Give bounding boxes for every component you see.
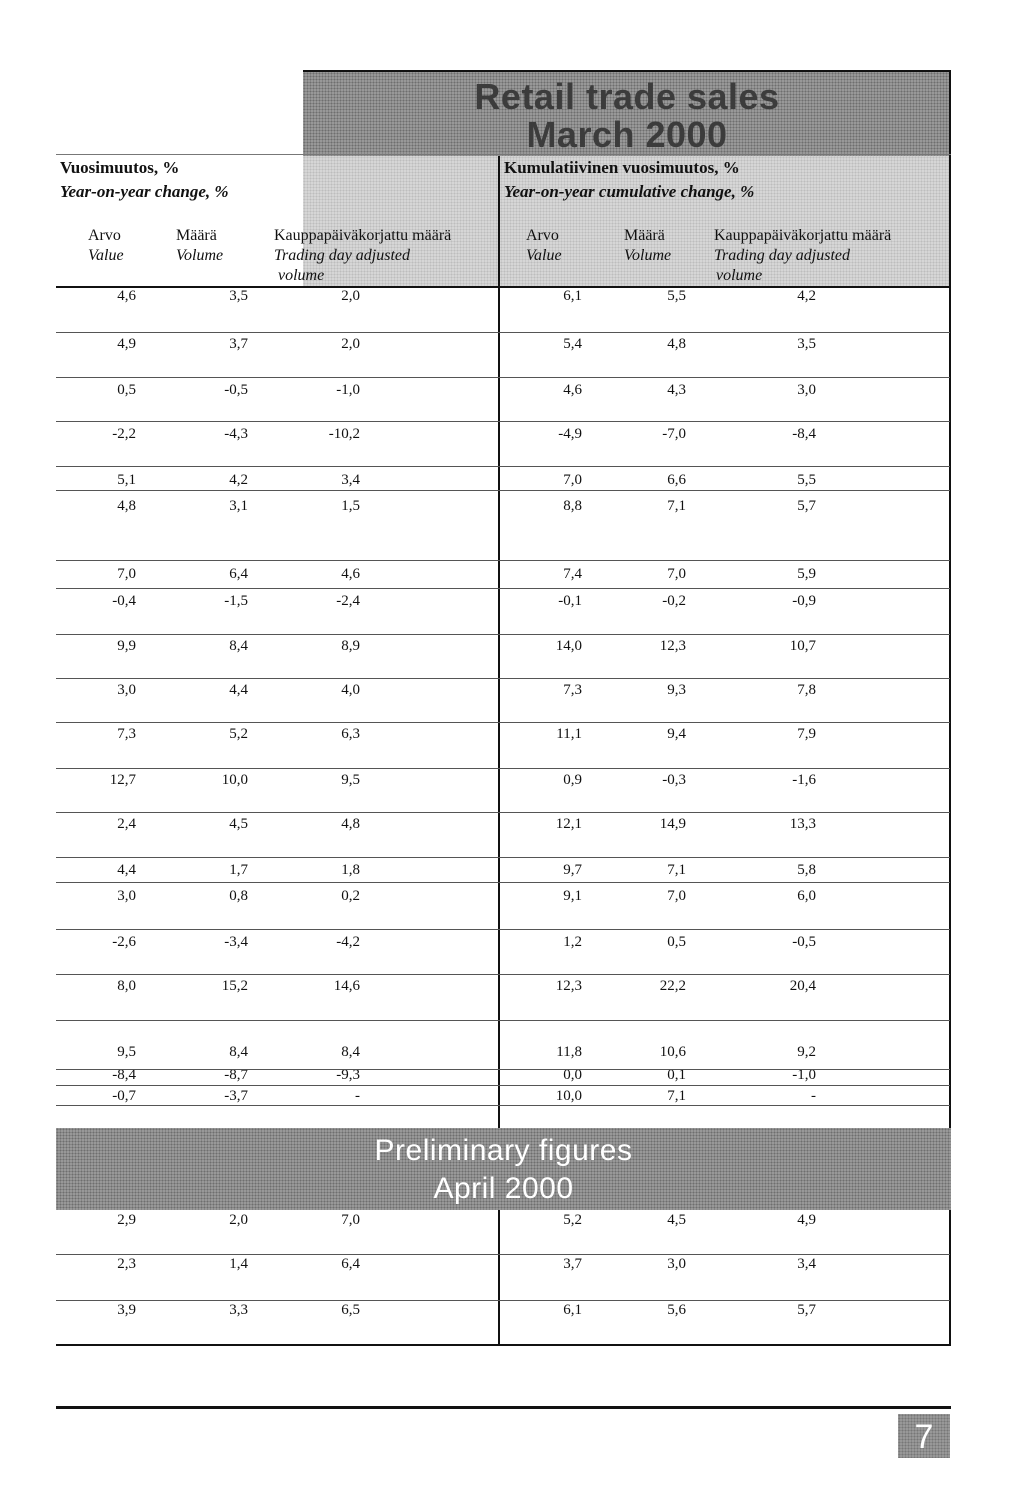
- table-cell: 5,1: [117, 472, 136, 488]
- table-cell: 15,2: [221, 978, 248, 994]
- table-cell: 4,9: [797, 1212, 816, 1228]
- row-divider: [56, 490, 950, 491]
- table-cell: 7,9: [797, 726, 816, 742]
- row-divider: [56, 722, 950, 723]
- table-cell: 3,7: [563, 1256, 582, 1272]
- table-cell: 9,3: [667, 682, 686, 698]
- table-cell: -4,3: [224, 426, 248, 442]
- row-divider: [56, 1085, 950, 1086]
- table-cell: 6,6: [667, 472, 686, 488]
- table-cell: -: [811, 1088, 816, 1104]
- table-cell: 5,6: [667, 1302, 686, 1318]
- table-cell: -3,4: [224, 934, 248, 950]
- table-cell: 4,4: [229, 682, 248, 698]
- table-cell: 5,8: [797, 862, 816, 878]
- col-volume-label: Volume: [176, 247, 224, 264]
- table-cell: 8,9: [341, 638, 360, 654]
- col-arvo-right: [526, 226, 562, 266]
- page-number: 7: [914, 1418, 934, 1456]
- table-cell: 4,3: [667, 382, 686, 398]
- table-cell: -2,4: [336, 593, 360, 609]
- table-cell: 3,4: [797, 1256, 816, 1272]
- table-cell: 0,8: [229, 888, 248, 904]
- table-cell: 6,4: [341, 1256, 360, 1272]
- table-cell: -1,5: [224, 593, 248, 609]
- prelim-line-2: April 2000: [433, 1172, 574, 1205]
- table-cell: 1,8: [341, 862, 360, 878]
- row-divider: [56, 929, 950, 930]
- col-kauppa-label: Kauppapäiväkorjattu määrä: [274, 227, 452, 244]
- table-cell: 3,1: [229, 498, 248, 514]
- col-maara-right: [624, 226, 671, 266]
- table-cell: -0,7: [112, 1088, 136, 1104]
- col-kauppa-label-right: Kauppapäiväkorjattu määrä: [714, 227, 892, 244]
- col-kauppa-left: [274, 226, 451, 286]
- row-divider: [56, 768, 950, 769]
- table-cell: 10,0: [221, 772, 248, 788]
- table-cell: 13,3: [789, 816, 816, 832]
- table-cell: 9,9: [117, 638, 136, 654]
- header-bottom-line: [56, 154, 951, 155]
- table-cell: 9,5: [117, 1044, 136, 1060]
- table-cell: 4,5: [229, 816, 248, 832]
- row-divider: [56, 678, 950, 679]
- table-cell: 6,0: [797, 888, 816, 904]
- table-cell: 9,5: [341, 772, 360, 788]
- table-cell: 9,1: [563, 888, 582, 904]
- table-cell: 3,5: [229, 288, 248, 304]
- table-cell: -0,5: [224, 382, 248, 398]
- table-cell: 11,1: [556, 726, 582, 742]
- table-cell: 2,9: [117, 1212, 136, 1228]
- table-cell: 5,7: [797, 498, 816, 514]
- col-trading-label-right: Trading day adjusted: [714, 247, 851, 264]
- table-cell: -0,3: [662, 772, 686, 788]
- table-cell: 3,5: [797, 336, 816, 352]
- table-cell: 7,1: [667, 498, 686, 514]
- table-cell: 6,4: [229, 566, 248, 582]
- table-cell: 12,7: [109, 772, 136, 788]
- page-number-box: [898, 1414, 950, 1458]
- table-cell: 14,0: [555, 638, 582, 654]
- table-cell: 2,4: [117, 816, 136, 832]
- row-divider: [56, 1300, 950, 1301]
- table-cell: 0,2: [341, 888, 360, 904]
- table-cell: -2,6: [112, 934, 136, 950]
- table-cell: 12,1: [555, 816, 582, 832]
- row-divider: [56, 857, 950, 858]
- table-cell: 10,0: [555, 1088, 582, 1104]
- table-cell: -8,4: [112, 1067, 136, 1083]
- table-cell: 5,5: [667, 288, 686, 304]
- table-cell: 4,8: [341, 816, 360, 832]
- table-cell: -2,2: [112, 426, 136, 442]
- table-cell: 9,4: [667, 726, 686, 742]
- table-cell: 8,8: [563, 498, 582, 514]
- table-cell: 3,9: [117, 1302, 136, 1318]
- row-divider: [56, 634, 950, 635]
- col-arvo-label-right: Arvo: [526, 227, 559, 244]
- col-trading2-label-right: volume: [716, 267, 763, 284]
- table-cell: -7,0: [662, 426, 686, 442]
- table-cell: 6,1: [563, 1302, 582, 1318]
- table-cell: -4,9: [558, 426, 582, 442]
- row-divider: [56, 421, 950, 422]
- row-divider: [56, 560, 950, 561]
- table-cell: 4,8: [667, 336, 686, 352]
- table-cell: -1,0: [792, 1067, 816, 1083]
- table-cell: 20,4: [789, 978, 816, 994]
- col-trading2-label: volume: [278, 267, 325, 284]
- table-cell: -9,3: [336, 1067, 360, 1083]
- table-cell: 7,0: [667, 888, 686, 904]
- table-cell: 5,5: [797, 472, 816, 488]
- table-cell: 9,2: [797, 1044, 816, 1060]
- table-cell: 6,1: [563, 288, 582, 304]
- row-divider: [56, 1020, 950, 1021]
- frame-top: [303, 70, 951, 72]
- table-cell: 0,9: [563, 772, 582, 788]
- table-cell: 3,0: [117, 682, 136, 698]
- left-header-fi: Vuosimuutos, %: [60, 158, 180, 177]
- table-cell: 3,0: [117, 888, 136, 904]
- table-cell: 3,0: [797, 382, 816, 398]
- table-cell: 5,2: [229, 726, 248, 742]
- table-cell: 3,4: [341, 472, 360, 488]
- col-kauppa-right: [714, 226, 891, 286]
- table-cell: 0,5: [117, 382, 136, 398]
- table-cell: 7,3: [563, 682, 582, 698]
- table-cell: 7,4: [563, 566, 582, 582]
- table-cell: -0,5: [792, 934, 816, 950]
- row-divider: [56, 466, 950, 467]
- table-cell: -4,2: [336, 934, 360, 950]
- table-cell: 4,6: [341, 566, 360, 582]
- table-cell: -0,1: [558, 593, 582, 609]
- table-cell: 14,6: [333, 978, 360, 994]
- table-cell: 5,4: [563, 336, 582, 352]
- table-cell: 7,8: [797, 682, 816, 698]
- table-cell: 9,7: [563, 862, 582, 878]
- table-cell: 11,8: [556, 1044, 582, 1060]
- col-value-label-right: Value: [526, 247, 562, 264]
- table-cell: 0,1: [667, 1067, 686, 1083]
- table-cell: 7,0: [563, 472, 582, 488]
- table-cell: 5,7: [797, 1302, 816, 1318]
- col-maara-label-right: Määrä: [624, 227, 665, 244]
- table-cell: 7,0: [117, 566, 136, 582]
- table-cell: 12,3: [659, 638, 686, 654]
- title-line-1: Retail trade sales: [474, 76, 780, 117]
- table-cell: 2,0: [341, 336, 360, 352]
- table-cell: 1,2: [563, 934, 582, 950]
- frame-bottom: [56, 1344, 951, 1346]
- table-cell: 2,3: [117, 1256, 136, 1272]
- table-cell: 1,5: [341, 498, 360, 514]
- row-divider: [56, 332, 950, 333]
- row-divider: [56, 588, 950, 589]
- table-cell: 7,0: [667, 566, 686, 582]
- table-cell: 10,6: [659, 1044, 686, 1060]
- table-cell: 4,6: [117, 288, 136, 304]
- table-cell: 5,9: [797, 566, 816, 582]
- table-cell: 4,9: [117, 336, 136, 352]
- table-cell: -1,6: [792, 772, 816, 788]
- table-cell: 14,9: [659, 816, 686, 832]
- table-cell: 2,0: [229, 1212, 248, 1228]
- row-divider: [56, 812, 950, 813]
- table-cell: 8,0: [117, 978, 136, 994]
- right-header-fi: Kumulatiivinen vuosimuutos, %: [504, 158, 740, 177]
- table-cell: 0,5: [667, 934, 686, 950]
- table-cell: 8,4: [229, 1044, 248, 1060]
- table-cell: 7,1: [667, 862, 686, 878]
- table-cell: 4,2: [229, 472, 248, 488]
- col-volume-label-right: Volume: [624, 247, 672, 264]
- table-cell: 4,6: [563, 382, 582, 398]
- col-arvo-label: Arvo: [88, 227, 121, 244]
- table-cell: 8,4: [229, 638, 248, 654]
- table-cell: -: [355, 1088, 360, 1104]
- table-cell: 4,2: [797, 288, 816, 304]
- table-cell: 7,1: [667, 1088, 686, 1104]
- table-cell: 4,5: [667, 1212, 686, 1228]
- table-cell: 3,0: [667, 1256, 686, 1272]
- table-cell: 5,2: [563, 1212, 582, 1228]
- row-divider: [56, 1069, 950, 1070]
- table-cell: 6,3: [341, 726, 360, 742]
- table-cell: 4,0: [341, 682, 360, 698]
- table-cell: 0,0: [563, 1067, 582, 1083]
- row-divider: [56, 882, 950, 883]
- col-maara-left: [176, 226, 223, 266]
- table-cell: 6,5: [341, 1302, 360, 1318]
- table-cell: -0,2: [662, 593, 686, 609]
- table-cell: 3,7: [229, 336, 248, 352]
- col-maara-label: Määrä: [176, 227, 217, 244]
- table-cell: -8,4: [792, 426, 816, 442]
- table-cell: -3,7: [224, 1088, 248, 1104]
- col-trading-label: Trading day adjusted: [274, 247, 411, 264]
- table-cell: 4,4: [117, 862, 136, 878]
- table-cell: 10,7: [789, 638, 816, 654]
- row-divider: [56, 377, 950, 378]
- row-divider: [56, 1105, 950, 1106]
- table-cell: -0,9: [792, 593, 816, 609]
- title-line-2: March 2000: [526, 114, 728, 155]
- table-cell: 1,7: [229, 862, 248, 878]
- table-cell: -10,2: [328, 426, 360, 442]
- right-header-en: Year-on-year cumulative change, %: [504, 182, 755, 201]
- table-cell: -0,4: [112, 593, 136, 609]
- table-cell: 12,3: [555, 978, 582, 994]
- footer-rule: [56, 1406, 951, 1409]
- table-cell: 22,2: [659, 978, 686, 994]
- row-divider: [56, 974, 950, 975]
- table-cell: 7,0: [341, 1212, 360, 1228]
- table-cell: -8,7: [224, 1067, 248, 1083]
- col-value-label: Value: [88, 247, 124, 264]
- col-arvo-left: [88, 226, 124, 266]
- table-cell: 3,3: [229, 1302, 248, 1318]
- preliminary-banner: [56, 1128, 951, 1210]
- table-cell: -1,0: [336, 382, 360, 398]
- left-header-en: Year-on-year change, %: [60, 182, 229, 201]
- prelim-line-1: Preliminary figures: [374, 1134, 633, 1167]
- table-cell: 8,4: [341, 1044, 360, 1060]
- row-divider: [56, 1254, 950, 1255]
- table-cell: 1,4: [229, 1256, 248, 1272]
- table-cell: 4,8: [117, 498, 136, 514]
- title-banner: [303, 72, 951, 156]
- table-cell: 7,3: [117, 726, 136, 742]
- table-cell: 2,0: [341, 288, 360, 304]
